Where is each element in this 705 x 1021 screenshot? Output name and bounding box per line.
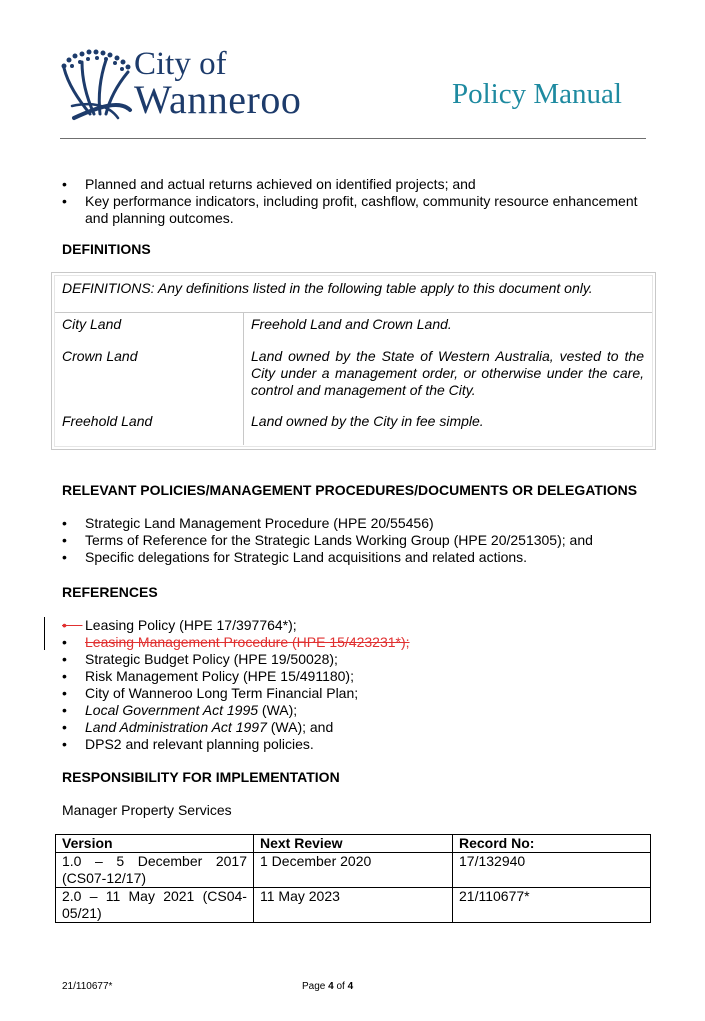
- bullet-icon: •: [62, 702, 67, 718]
- definition-term: Crown Land: [62, 348, 138, 364]
- header-divider: [60, 138, 646, 139]
- responsibility-heading: RESPONSIBILITY FOR IMPLEMENTATION: [62, 769, 340, 785]
- bullet-icon: •: [62, 685, 67, 701]
- bullet-icon: •: [62, 651, 67, 667]
- column-header: Record No:: [453, 835, 651, 853]
- list-item: • DPS2 and relevant planning policies.: [62, 736, 314, 752]
- version-cell: 2.0 – 11 May 2021 (CS04- 05/21): [56, 888, 254, 923]
- list-item: • City of Wanneroo Long Term Financial Plan;: [62, 685, 359, 701]
- list-item: • Terms of Reference for the Strategic Lands Working Group (HPE 20/251305); and: [62, 532, 593, 548]
- bullet-icon: •: [62, 719, 67, 735]
- next-review-cell: 1 December 2020: [254, 853, 453, 888]
- column-header: Next Review: [254, 835, 453, 853]
- definitions-caption: DEFINITIONS: Any definitions listed in the following table apply to this document only.: [62, 280, 593, 296]
- definition-term: Freehold Land: [62, 413, 153, 429]
- bullet-icon: •: [62, 617, 83, 633]
- record-number-cell: 17/132940: [453, 853, 651, 888]
- list-item: • Key performance indicators, including profit, cashflow, community resource enhancement and planning outcomes.: [62, 193, 638, 226]
- bullet-icon: •: [62, 736, 67, 752]
- definition-description: Freehold Land and Crown Land.: [251, 316, 452, 332]
- table-row: [56, 853, 651, 888]
- definitions-heading: DEFINITIONS: [62, 241, 151, 257]
- list-item: • Leasing Policy (HPE 17/397764*);: [62, 617, 297, 633]
- bullet-icon: •: [62, 668, 67, 684]
- page-header: [0, 0, 705, 145]
- next-review-cell: 11 May 2023: [254, 888, 453, 923]
- bullet-icon: •: [62, 193, 67, 209]
- logo-text-city-of: City of: [134, 46, 227, 82]
- bullet-icon: •: [62, 532, 67, 548]
- list-item: • Specific delegations for Strategic Land acquisitions and related actions.: [62, 549, 528, 565]
- responsibility-text: Manager Property Services: [62, 802, 232, 818]
- bullet-icon: •: [62, 515, 67, 531]
- relevant-policies-heading: RELEVANT POLICIES/MANAGEMENT PROCEDURES/DOCUMENTS OR DELEGATIONS: [62, 482, 638, 498]
- table-column-divider: [243, 312, 244, 445]
- footer-page-number: Page 4 of 4: [302, 981, 354, 992]
- list-item: [62, 634, 648, 651]
- logo-text-wanneroo: Wanneroo: [134, 77, 302, 122]
- bullet-icon: •: [62, 549, 67, 565]
- deleted-reference: Leasing Management Procedure (HPE 15/423231*);: [85, 634, 410, 650]
- intro-bullet-list: [62, 176, 648, 227]
- list-item: • Planned and actual returns achieved on identified projects; and: [62, 176, 476, 192]
- references-list: [62, 617, 648, 753]
- list-item: • Risk Management Policy (HPE 15/491180);: [62, 668, 354, 684]
- revision-change-bar: [44, 617, 45, 650]
- references-heading: REFERENCES: [62, 584, 158, 600]
- version-history-table: [55, 834, 651, 923]
- record-number-cell: 21/110677*: [453, 888, 651, 923]
- version-cell: 1.0 – 5 December 2017 (CS07-12/17): [56, 853, 254, 888]
- bullet-icon: •: [62, 176, 67, 192]
- bullet-icon: •: [62, 634, 67, 650]
- table-header-row: [56, 835, 651, 853]
- list-item: • Strategic Land Management Procedure (HPE 20/55456): [62, 515, 434, 531]
- list-item: • Land Administration Act 1997 (WA); and: [62, 719, 334, 735]
- relevant-policies-list: [62, 515, 648, 566]
- definition-description: Land owned by the City in fee simple.: [251, 413, 484, 429]
- column-header: Version: [56, 835, 254, 853]
- list-item: • Local Government Act 1995 (WA);: [62, 702, 298, 718]
- footer-record-number: 21/110677*: [62, 981, 113, 992]
- table-divider: [55, 312, 652, 313]
- list-item: • Strategic Budget Policy (HPE 19/50028);: [62, 651, 338, 667]
- definition-term: City Land: [62, 316, 122, 332]
- table-row: [56, 888, 651, 923]
- definition-description: Land owned by the State of Western Australia, vested to the City under a management order, or otherwise under the care, control and management of the City.: [251, 348, 644, 398]
- document-title: Policy Manual: [452, 78, 622, 110]
